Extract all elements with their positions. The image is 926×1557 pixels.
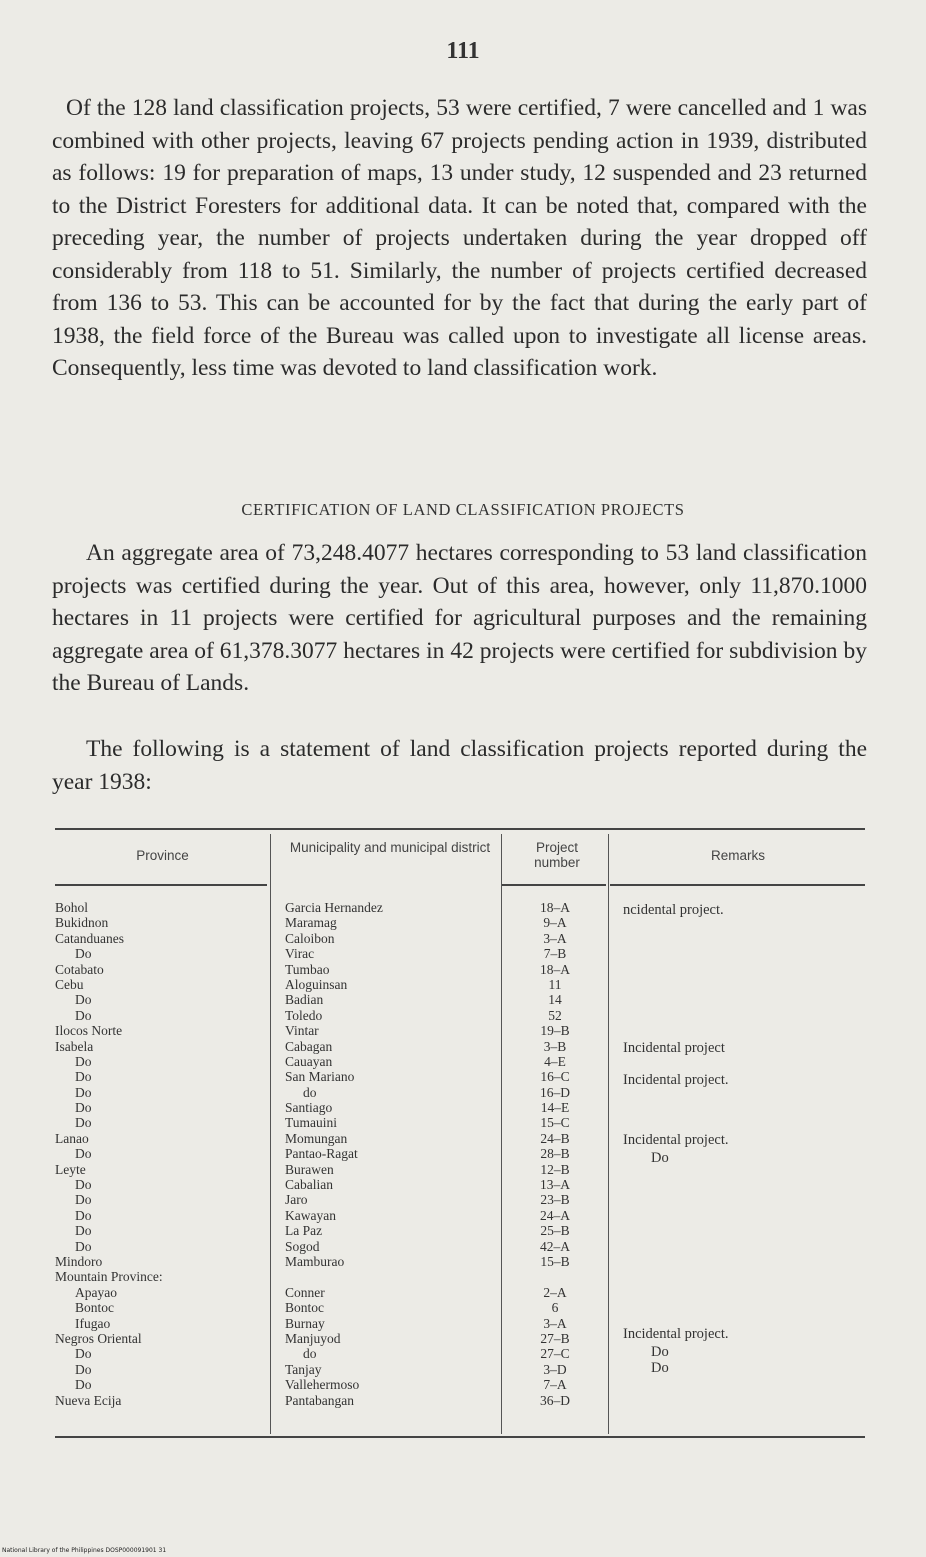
table-cell: Ifugao bbox=[75, 1315, 111, 1331]
table-cell: Conner bbox=[285, 1284, 325, 1300]
table-cell: Maramag bbox=[285, 915, 337, 931]
table-cell: 16–C bbox=[540, 1069, 570, 1085]
table-cell: Do bbox=[75, 1146, 92, 1162]
table-cell: Ilocos Norte bbox=[55, 1023, 123, 1039]
table-cell: Leyte bbox=[55, 1161, 86, 1177]
table-cell: 13–A bbox=[540, 1177, 570, 1193]
table-cell: 15–B bbox=[540, 1253, 570, 1269]
table-cell: Garcia Hernandez bbox=[285, 900, 383, 915]
table-cell: 3–D bbox=[543, 1361, 567, 1377]
table-cell: Manjuyod bbox=[285, 1330, 341, 1346]
section-heading: CERTIFICATION OF LAND CLASSIFICATION PROJECTS bbox=[241, 500, 685, 519]
table-cell: 42–A bbox=[540, 1238, 570, 1254]
table-cell: Do bbox=[75, 1377, 92, 1393]
table-cell: Badian bbox=[285, 992, 324, 1008]
table-cell: Isabela bbox=[55, 1038, 94, 1054]
table-cell: Mountain Province: bbox=[55, 1269, 163, 1285]
table-cell: 28–B bbox=[540, 1146, 570, 1162]
table-cell: Mamburao bbox=[285, 1253, 345, 1269]
table-cell: 24–B bbox=[540, 1130, 570, 1146]
column-divider bbox=[270, 834, 271, 1434]
table-cell: Tumbao bbox=[285, 961, 330, 977]
table-cell: Cebu bbox=[55, 976, 84, 992]
table-cell: 3–A bbox=[543, 930, 567, 946]
table-cell: Lanao bbox=[55, 1130, 89, 1146]
table-cell: Bontoc bbox=[75, 1300, 114, 1316]
table-cell: 4–E bbox=[544, 1053, 566, 1069]
table-cell: 18–A bbox=[540, 900, 570, 915]
table-cell: do bbox=[303, 1084, 317, 1100]
table-cell: 7–B bbox=[543, 946, 567, 962]
table-cell: Catanduanes bbox=[55, 930, 124, 946]
header-rule bbox=[502, 884, 606, 886]
table-cell: 27–C bbox=[540, 1346, 570, 1362]
table-cell: Jaro bbox=[285, 1192, 308, 1208]
remark: Incidental project bbox=[623, 1040, 725, 1056]
table-cell: 2–A bbox=[543, 1284, 567, 1300]
column-divider bbox=[608, 834, 609, 1434]
paragraph-3: The following is a statement of land classification projects reported during the year 1938: bbox=[52, 736, 867, 795]
page-number: 111 bbox=[446, 38, 480, 64]
table-cell: 24–A bbox=[540, 1207, 570, 1223]
table-cell: Apayao bbox=[75, 1284, 117, 1300]
table-cell: Do bbox=[75, 992, 92, 1008]
remark: Incidental project. bbox=[623, 1072, 729, 1088]
table-cell: 18–A bbox=[540, 961, 570, 977]
footer-credit: National Library of the Philippines DOSP000091901 31 bbox=[2, 1547, 167, 1554]
table-cell: 23–B bbox=[540, 1192, 570, 1208]
header-rule bbox=[610, 884, 865, 886]
table-cell: Do bbox=[75, 946, 92, 962]
table-cell: 7–A bbox=[543, 1377, 567, 1393]
remark: Do bbox=[651, 1344, 669, 1360]
table-cell: Do bbox=[75, 1177, 92, 1193]
table-cell: Do bbox=[75, 1053, 92, 1069]
table-cell: Do bbox=[75, 1223, 92, 1239]
table-cell: Vintar bbox=[285, 1023, 319, 1039]
table-cell: Cotabato bbox=[55, 961, 104, 977]
remark: Incidental project. bbox=[623, 1326, 729, 1342]
header-province: Province bbox=[136, 848, 189, 863]
column-divider bbox=[501, 834, 502, 1434]
project-number-column bbox=[503, 900, 607, 1408]
table-cell: Do bbox=[75, 1007, 92, 1023]
table-cell: 6 bbox=[551, 1300, 559, 1316]
paragraph-2: An aggregate area of 73,248.4077 hectares corresponding to 53 land classification projects was certified during the year. Out of this area, however, only 11,870.1000 hectares in 11 projects were certified for agricultural purposes and the remaining aggregate area of 61,378.3077 hectares in 42 projects were certified for subdivision by the Bureau of Lands. bbox=[52, 540, 867, 696]
table-cell: Do bbox=[75, 1100, 92, 1116]
table-cell: Cauayan bbox=[285, 1053, 333, 1069]
table-top-rule bbox=[55, 828, 865, 830]
table-cell: Kawayan bbox=[285, 1207, 336, 1223]
table-cell: Mindoro bbox=[55, 1253, 103, 1269]
table-cell: Toledo bbox=[285, 1007, 323, 1023]
table-cell: Burawen bbox=[285, 1161, 334, 1177]
table-cell: Santiago bbox=[285, 1100, 333, 1116]
table-cell: Aloguinsan bbox=[285, 976, 348, 992]
table-cell: 3–A bbox=[543, 1315, 567, 1331]
table-bottom-rule bbox=[55, 1436, 865, 1438]
table-cell: 14–E bbox=[540, 1100, 570, 1116]
table-cell: 25–B bbox=[540, 1223, 570, 1239]
table-cell: Do bbox=[75, 1069, 92, 1085]
table-cell: Bohol bbox=[55, 900, 89, 915]
table-cell: Pantao-Ragat bbox=[285, 1146, 358, 1162]
table-cell: Virac bbox=[285, 946, 315, 962]
remark: Incidental project. bbox=[623, 1132, 729, 1148]
table-cell: Burnay bbox=[285, 1315, 325, 1331]
table-cell: San Mariano bbox=[285, 1069, 355, 1085]
table-cell: 14 bbox=[548, 992, 562, 1008]
table-cell: Caloibon bbox=[285, 930, 335, 946]
header-municipality: Municipality and municipal district bbox=[289, 840, 491, 855]
table-cell: Do bbox=[75, 1238, 92, 1254]
table-cell bbox=[285, 1269, 501, 1284]
province-column bbox=[55, 900, 267, 1408]
table-cell: Negros Oriental bbox=[55, 1330, 142, 1346]
table-cell: 15–C bbox=[540, 1115, 570, 1131]
remark: ncidental project. bbox=[623, 902, 724, 918]
table-cell: 52 bbox=[548, 1007, 562, 1023]
table-cell: 36–D bbox=[540, 1392, 570, 1408]
table-cell: 11 bbox=[548, 976, 562, 992]
table-cell: Bontoc bbox=[285, 1300, 324, 1316]
table-cell bbox=[503, 1269, 607, 1284]
table-cell: La Paz bbox=[285, 1223, 323, 1239]
table-cell: Sogod bbox=[285, 1238, 320, 1254]
table-cell: Tanjay bbox=[285, 1361, 322, 1377]
table-cell: Do bbox=[75, 1192, 92, 1208]
table-cell: 16–D bbox=[540, 1084, 570, 1100]
table-cell: Cabagan bbox=[285, 1038, 333, 1054]
land-classification-table bbox=[55, 828, 865, 1440]
table-cell: 12–B bbox=[540, 1161, 570, 1177]
table-cell: 9–A bbox=[543, 915, 567, 931]
paragraph-1: Of the 128 land classification projects, 53 were certified, 7 were cancelled and 1 was combined with other projects, leaving 67 projects pending action in 1939, distributed as follows: 19 for preparation of maps, 13 under study, 12 suspended and 23 returned to the District Foresters for additional data. It can be noted that, compared with the preceding year, the number of projects undertaken during the year dropped off considerably from 118 to 51. Similarly, the number of projects certified decreased from 136 to 53. This can be accounted for by the fact that during the early part of 1938, the field force of the Bureau was called upon to investigate all license areas. Consequently, less time was devoted to land classification work. bbox=[52, 95, 867, 381]
remark: Do bbox=[651, 1360, 669, 1376]
table-cell: Tumauini bbox=[285, 1115, 338, 1131]
table-cell: 27–B bbox=[540, 1330, 570, 1346]
table-cell: Do bbox=[75, 1115, 92, 1131]
table-cell: Pantabangan bbox=[285, 1392, 354, 1408]
header-project-number: Project number bbox=[534, 840, 580, 870]
table-cell: 3–B bbox=[543, 1038, 567, 1054]
header-remarks: Remarks bbox=[710, 848, 765, 863]
table-cell: Do bbox=[75, 1207, 92, 1223]
table-cell: do bbox=[303, 1346, 317, 1362]
table-cell: Do bbox=[75, 1361, 92, 1377]
municipality-column bbox=[285, 900, 501, 1408]
table-cell: 19–B bbox=[540, 1023, 570, 1039]
table-cell: Nueva Ecija bbox=[55, 1392, 122, 1408]
table-cell: Cabalian bbox=[285, 1177, 333, 1193]
table-cell: Do bbox=[75, 1346, 92, 1362]
table-cell: Do bbox=[75, 1084, 92, 1100]
table-cell: Bukidnon bbox=[55, 915, 109, 931]
table-cell: Momungan bbox=[285, 1130, 348, 1146]
remark: Do bbox=[651, 1150, 669, 1166]
table-cell: Vallehermoso bbox=[285, 1377, 360, 1393]
header-rule bbox=[55, 884, 267, 886]
